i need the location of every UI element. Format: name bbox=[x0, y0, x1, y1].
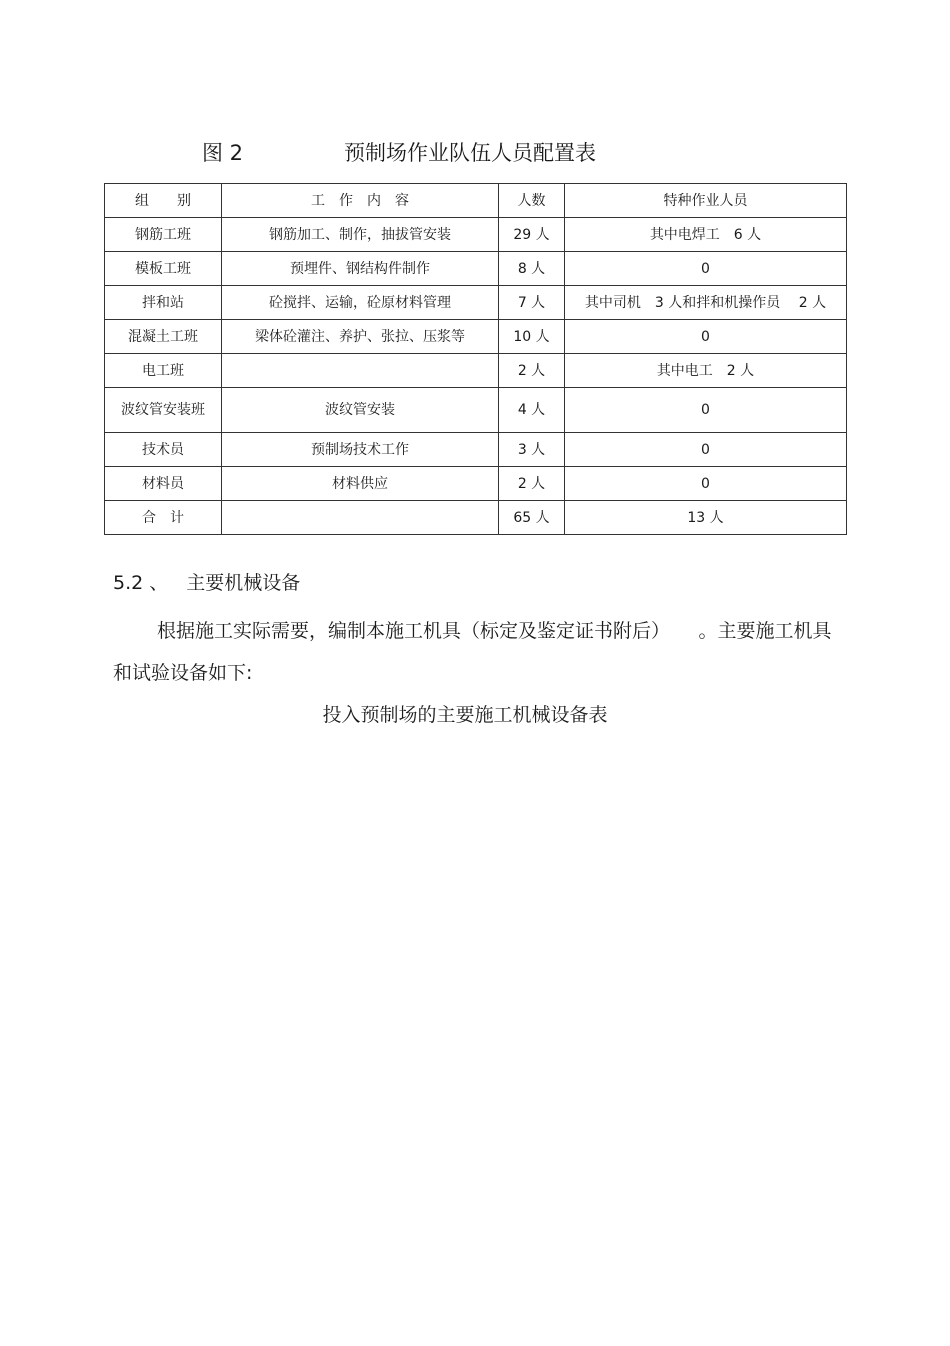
cell-special-staff: 0 bbox=[565, 320, 847, 354]
cell-work-content bbox=[222, 501, 499, 535]
staffing-table bbox=[104, 183, 847, 535]
cell-special-staff: 13 人 bbox=[565, 501, 847, 535]
section-heading bbox=[113, 568, 300, 598]
table-row bbox=[105, 354, 847, 388]
cell-headcount: 10 人 bbox=[499, 320, 565, 354]
table-row bbox=[105, 467, 847, 501]
table-header-row bbox=[105, 184, 847, 218]
cell-work-content: 砼搅拌、运输，砼原材料管理 bbox=[222, 286, 499, 320]
cell-headcount: 2 人 bbox=[499, 467, 565, 501]
cell-group: 技术员 bbox=[105, 433, 222, 467]
cell-special-staff: 0 bbox=[565, 467, 847, 501]
cell-headcount: 29 人 bbox=[499, 218, 565, 252]
table-row bbox=[105, 286, 847, 320]
equipment-table-title: 投入预制场的主要施工机械设备表 bbox=[322, 704, 608, 726]
table-row bbox=[105, 218, 847, 252]
table-total-row bbox=[105, 501, 847, 535]
table-row bbox=[105, 388, 847, 433]
cell-headcount: 2 人 bbox=[499, 354, 565, 388]
table-title: 预制场作业队伍人员配置表 bbox=[344, 141, 596, 165]
header-special-staff: 特种作业人员 bbox=[565, 184, 847, 218]
table-row bbox=[105, 320, 847, 354]
cell-group: 混凝土工班 bbox=[105, 320, 222, 354]
body-paragraph: 根据施工实际需要，编制本施工机具（标定及鉴定证书附后） 。主要施工机具和试验设备如下: bbox=[113, 620, 832, 684]
header-group: 组 别 bbox=[105, 184, 222, 218]
section-number: 5.2 、 bbox=[113, 572, 169, 594]
cell-work-content: 梁体砼灌注、养护、张拉、压浆等 bbox=[222, 320, 499, 354]
cell-group: 波纹管安装班 bbox=[105, 388, 222, 433]
header-headcount: 人数 bbox=[499, 184, 565, 218]
cell-work-content: 材料供应 bbox=[222, 467, 499, 501]
cell-headcount: 7 人 bbox=[499, 286, 565, 320]
cell-special-staff: 0 bbox=[565, 388, 847, 433]
section-title: 主要机械设备 bbox=[186, 572, 301, 594]
cell-group: 模板工班 bbox=[105, 252, 222, 286]
table-row bbox=[105, 252, 847, 286]
cell-special-staff: 0 bbox=[565, 433, 847, 467]
cell-work-content: 预制场技术工作 bbox=[222, 433, 499, 467]
cell-group: 合 计 bbox=[105, 501, 222, 535]
cell-special-staff: 0 bbox=[565, 252, 847, 286]
cell-special-staff: 其中电焊工 6 人 bbox=[565, 218, 847, 252]
cell-special-staff: 其中电工 2 人 bbox=[565, 354, 847, 388]
cell-work-content: 波纹管安装 bbox=[222, 388, 499, 433]
cell-work-content: 钢筋加工、制作，抽拔管安装 bbox=[222, 218, 499, 252]
header-work-content: 工 作 内 容 bbox=[222, 184, 499, 218]
cell-group: 材料员 bbox=[105, 467, 222, 501]
table-row bbox=[105, 433, 847, 467]
cell-group: 电工班 bbox=[105, 354, 222, 388]
cell-headcount: 3 人 bbox=[499, 433, 565, 467]
cell-group: 拌和站 bbox=[105, 286, 222, 320]
cell-headcount: 65 人 bbox=[499, 501, 565, 535]
cell-work-content bbox=[222, 354, 499, 388]
cell-headcount: 4 人 bbox=[499, 388, 565, 433]
cell-special-staff: 其中司机 3 人和拌和机操作员 2 人 bbox=[565, 286, 847, 320]
figure-label: 图 2 bbox=[202, 141, 244, 165]
table-caption bbox=[0, 138, 950, 168]
cell-work-content: 预埋件、钢结构件制作 bbox=[222, 252, 499, 286]
cell-headcount: 8 人 bbox=[499, 252, 565, 286]
cell-group: 钢筋工班 bbox=[105, 218, 222, 252]
